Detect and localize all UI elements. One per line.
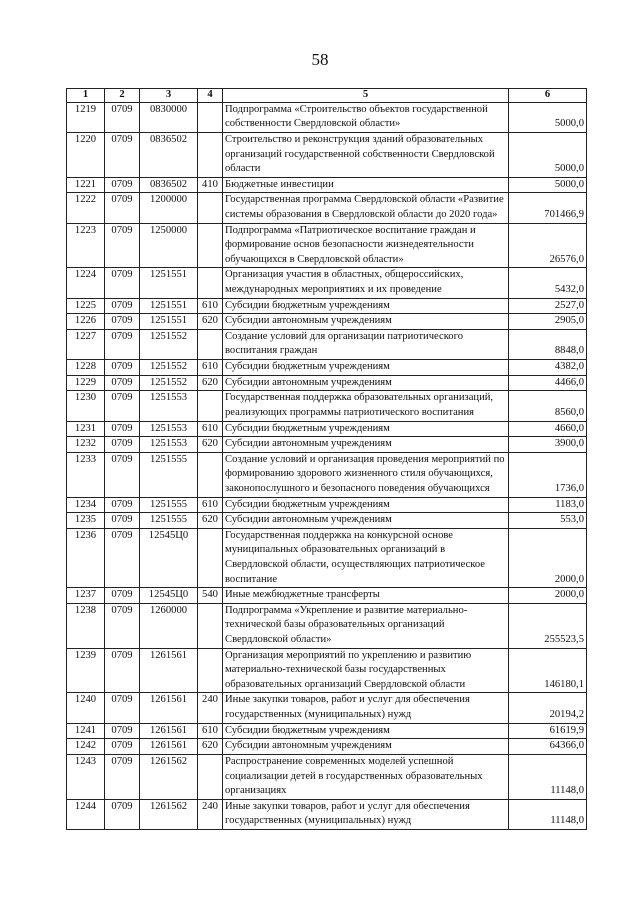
article-code: 1261562 (140, 754, 198, 799)
amount: 5000,0 (509, 177, 587, 193)
item-name: Распространение современных моделей успешной социализации детей в государственных образовательных организациях (223, 754, 509, 799)
expense-kind-code: 620 (198, 513, 223, 529)
section-code: 0709 (105, 132, 140, 177)
expense-kind-code (198, 193, 223, 223)
table-row (67, 132, 587, 177)
article-code: 1251551 (140, 314, 198, 330)
table-row (67, 723, 587, 739)
row-number: 1236 (67, 528, 105, 587)
article-code: 12545Ц0 (140, 528, 198, 587)
amount: 701466,9 (509, 193, 587, 223)
row-number: 1223 (67, 223, 105, 268)
row-number: 1243 (67, 754, 105, 799)
expense-kind-code (198, 528, 223, 587)
article-code: 1250000 (140, 223, 198, 268)
section-code: 0709 (105, 723, 140, 739)
expense-kind-code (198, 132, 223, 177)
expense-kind-code (198, 223, 223, 268)
section-code: 0709 (105, 177, 140, 193)
expense-kind-code: 620 (198, 314, 223, 330)
item-name: Субсидии бюджетным учреждениям (223, 360, 509, 376)
row-number: 1239 (67, 648, 105, 693)
table-row (67, 268, 587, 298)
section-code: 0709 (105, 739, 140, 755)
row-number: 1233 (67, 452, 105, 497)
amount: 8848,0 (509, 329, 587, 359)
section-code: 0709 (105, 391, 140, 421)
expense-kind-code: 610 (198, 360, 223, 376)
amount: 5000,0 (509, 102, 587, 132)
item-name: Создание условий для организации патриотического воспитания граждан (223, 329, 509, 359)
expense-kind-code: 620 (198, 437, 223, 453)
table-row (67, 314, 587, 330)
section-code: 0709 (105, 298, 140, 314)
expense-kind-code: 610 (198, 723, 223, 739)
article-code: 1251552 (140, 360, 198, 376)
row-number: 1238 (67, 603, 105, 648)
table-row (67, 799, 587, 829)
article-code: 0836502 (140, 132, 198, 177)
section-code: 0709 (105, 799, 140, 829)
amount: 20194,2 (509, 693, 587, 723)
table-row (67, 648, 587, 693)
table-row (67, 102, 587, 132)
header-cell: 5 (223, 89, 509, 103)
amount: 2905,0 (509, 314, 587, 330)
expense-kind-code: 610 (198, 497, 223, 513)
table-header-row (67, 89, 587, 103)
table-row (67, 497, 587, 513)
amount: 255523,5 (509, 603, 587, 648)
item-name: Субсидии бюджетным учреждениям (223, 298, 509, 314)
header-cell: 6 (509, 89, 587, 103)
table-row (67, 754, 587, 799)
expense-kind-code (198, 102, 223, 132)
table-row (67, 177, 587, 193)
budget-table (66, 88, 587, 830)
section-code: 0709 (105, 648, 140, 693)
page-number: 58 (311, 50, 329, 69)
table-row (67, 437, 587, 453)
amount: 5432,0 (509, 268, 587, 298)
expense-kind-code: 240 (198, 799, 223, 829)
amount: 8560,0 (509, 391, 587, 421)
header-cell: 1 (67, 89, 105, 103)
article-code: 1261562 (140, 799, 198, 829)
row-number: 1222 (67, 193, 105, 223)
header-cell: 4 (198, 89, 223, 103)
item-name: Бюджетные инвестиции (223, 177, 509, 193)
item-name: Иные закупки товаров, работ и услуг для обеспечения государственных (муниципальных) нужд (223, 693, 509, 723)
amount: 4466,0 (509, 375, 587, 391)
item-name: Подпрограмма «Строительство объектов государственной собственности Свердловской области» (223, 102, 509, 132)
row-number: 1220 (67, 132, 105, 177)
item-name: Субсидии автономным учреждениям (223, 739, 509, 755)
expense-kind-code (198, 603, 223, 648)
amount: 2000,0 (509, 528, 587, 587)
amount: 5000,0 (509, 132, 587, 177)
table-row (67, 360, 587, 376)
item-name: Создание условий и организация проведения мероприятий по формированию здорового жизненного стиля обучающихся, законопослушного и безопасного поведения обучающихся (223, 452, 509, 497)
expense-kind-code: 240 (198, 693, 223, 723)
expense-kind-code: 620 (198, 375, 223, 391)
amount: 553,0 (509, 513, 587, 529)
item-name: Субсидии автономным учреждениям (223, 375, 509, 391)
article-code: 0830000 (140, 102, 198, 132)
item-name: Субсидии автономным учреждениям (223, 314, 509, 330)
article-code: 1261561 (140, 693, 198, 723)
row-number: 1232 (67, 437, 105, 453)
amount: 1183,0 (509, 497, 587, 513)
article-code: 1251552 (140, 329, 198, 359)
item-name: Строительство и реконструкция зданий образовательных организаций государственной собственности Свердловской области (223, 132, 509, 177)
article-code: 0836502 (140, 177, 198, 193)
section-code: 0709 (105, 513, 140, 529)
expense-kind-code: 620 (198, 739, 223, 755)
table-row (67, 693, 587, 723)
article-code: 1261561 (140, 648, 198, 693)
amount: 146180,1 (509, 648, 587, 693)
item-name: Подпрограмма «Укрепление и развитие материально-технической базы образовательных организаций Свердловской области» (223, 603, 509, 648)
item-name: Иные закупки товаров, работ и услуг для обеспечения государственных (муниципальных) нужд (223, 799, 509, 829)
item-name: Субсидии автономным учреждениям (223, 437, 509, 453)
article-code: 1251555 (140, 452, 198, 497)
expense-kind-code (198, 391, 223, 421)
table-row (67, 329, 587, 359)
row-number: 1240 (67, 693, 105, 723)
article-code: 1251555 (140, 513, 198, 529)
expense-kind-code: 610 (198, 298, 223, 314)
row-number: 1229 (67, 375, 105, 391)
section-code: 0709 (105, 223, 140, 268)
item-name: Субсидии бюджетным учреждениям (223, 421, 509, 437)
amount: 26576,0 (509, 223, 587, 268)
row-number: 1221 (67, 177, 105, 193)
amount: 2000,0 (509, 588, 587, 604)
table-row (67, 588, 587, 604)
section-code: 0709 (105, 102, 140, 132)
section-code: 0709 (105, 375, 140, 391)
section-code: 0709 (105, 603, 140, 648)
article-code: 1261561 (140, 739, 198, 755)
row-number: 1219 (67, 102, 105, 132)
article-code: 1200000 (140, 193, 198, 223)
header-cell: 2 (105, 89, 140, 103)
item-name: Иные межбюджетные трансферты (223, 588, 509, 604)
table-row (67, 452, 587, 497)
amount: 64366,0 (509, 739, 587, 755)
article-code: 1260000 (140, 603, 198, 648)
amount: 4382,0 (509, 360, 587, 376)
row-number: 1231 (67, 421, 105, 437)
section-code: 0709 (105, 754, 140, 799)
amount: 3900,0 (509, 437, 587, 453)
section-code: 0709 (105, 329, 140, 359)
item-name: Государственная поддержка образовательных организаций, реализующих программы патриотического воспитания (223, 391, 509, 421)
section-code: 0709 (105, 193, 140, 223)
table-row (67, 528, 587, 587)
amount: 61619,9 (509, 723, 587, 739)
section-code: 0709 (105, 360, 140, 376)
section-code: 0709 (105, 497, 140, 513)
row-number: 1228 (67, 360, 105, 376)
amount: 4660,0 (509, 421, 587, 437)
expense-kind-code (198, 452, 223, 497)
row-number: 1225 (67, 298, 105, 314)
table-row (67, 739, 587, 755)
row-number: 1234 (67, 497, 105, 513)
row-number: 1244 (67, 799, 105, 829)
section-code: 0709 (105, 693, 140, 723)
table-row (67, 391, 587, 421)
amount: 11148,0 (509, 754, 587, 799)
section-code: 0709 (105, 437, 140, 453)
table-row (67, 513, 587, 529)
row-number: 1226 (67, 314, 105, 330)
row-number: 1230 (67, 391, 105, 421)
article-code: 1251553 (140, 391, 198, 421)
table-body (67, 102, 587, 829)
item-name: Субсидии бюджетным учреждениям (223, 497, 509, 513)
item-name: Государственная поддержка на конкурсной основе муниципальных образовательных организаций в Свердловской области, осуществляющих патриотическое воспитание (223, 528, 509, 587)
item-name: Государственная программа Свердловской области «Развитие системы образования в Свердловской области до 2020 года» (223, 193, 509, 223)
row-number: 1224 (67, 268, 105, 298)
section-code: 0709 (105, 588, 140, 604)
table-row (67, 603, 587, 648)
amount: 11148,0 (509, 799, 587, 829)
article-code: 12545Ц0 (140, 588, 198, 604)
table-row (67, 375, 587, 391)
expense-kind-code: 410 (198, 177, 223, 193)
expense-kind-code (198, 648, 223, 693)
row-number: 1241 (67, 723, 105, 739)
item-name: Субсидии бюджетным учреждениям (223, 723, 509, 739)
article-code: 1251555 (140, 497, 198, 513)
table-row (67, 298, 587, 314)
section-code: 0709 (105, 528, 140, 587)
item-name: Организация участия в областных, общероссийских, международных мероприятиях и их проведение (223, 268, 509, 298)
expense-kind-code (198, 268, 223, 298)
article-code: 1251551 (140, 298, 198, 314)
section-code: 0709 (105, 452, 140, 497)
article-code: 1251551 (140, 268, 198, 298)
item-name: Подпрограмма «Патриотическое воспитание граждан и формирование основ безопасности жизнедеятельности обучающихся в Свердловской области» (223, 223, 509, 268)
row-number: 1235 (67, 513, 105, 529)
row-number: 1227 (67, 329, 105, 359)
table-row (67, 421, 587, 437)
row-number: 1242 (67, 739, 105, 755)
item-name: Субсидии автономным учреждениям (223, 513, 509, 529)
table-row (67, 223, 587, 268)
section-code: 0709 (105, 421, 140, 437)
article-code: 1251553 (140, 421, 198, 437)
section-code: 0709 (105, 314, 140, 330)
table-row (67, 193, 587, 223)
article-code: 1251552 (140, 375, 198, 391)
item-name: Организация мероприятий по укреплению и развитию материально-технической базы государственных образовательных организаций Свердловской области (223, 648, 509, 693)
header-cell: 3 (140, 89, 198, 103)
amount: 2527,0 (509, 298, 587, 314)
amount: 1736,0 (509, 452, 587, 497)
article-code: 1261561 (140, 723, 198, 739)
expense-kind-code (198, 754, 223, 799)
row-number: 1237 (67, 588, 105, 604)
expense-kind-code: 540 (198, 588, 223, 604)
article-code: 1251553 (140, 437, 198, 453)
expense-kind-code (198, 329, 223, 359)
section-code: 0709 (105, 268, 140, 298)
expense-kind-code: 610 (198, 421, 223, 437)
